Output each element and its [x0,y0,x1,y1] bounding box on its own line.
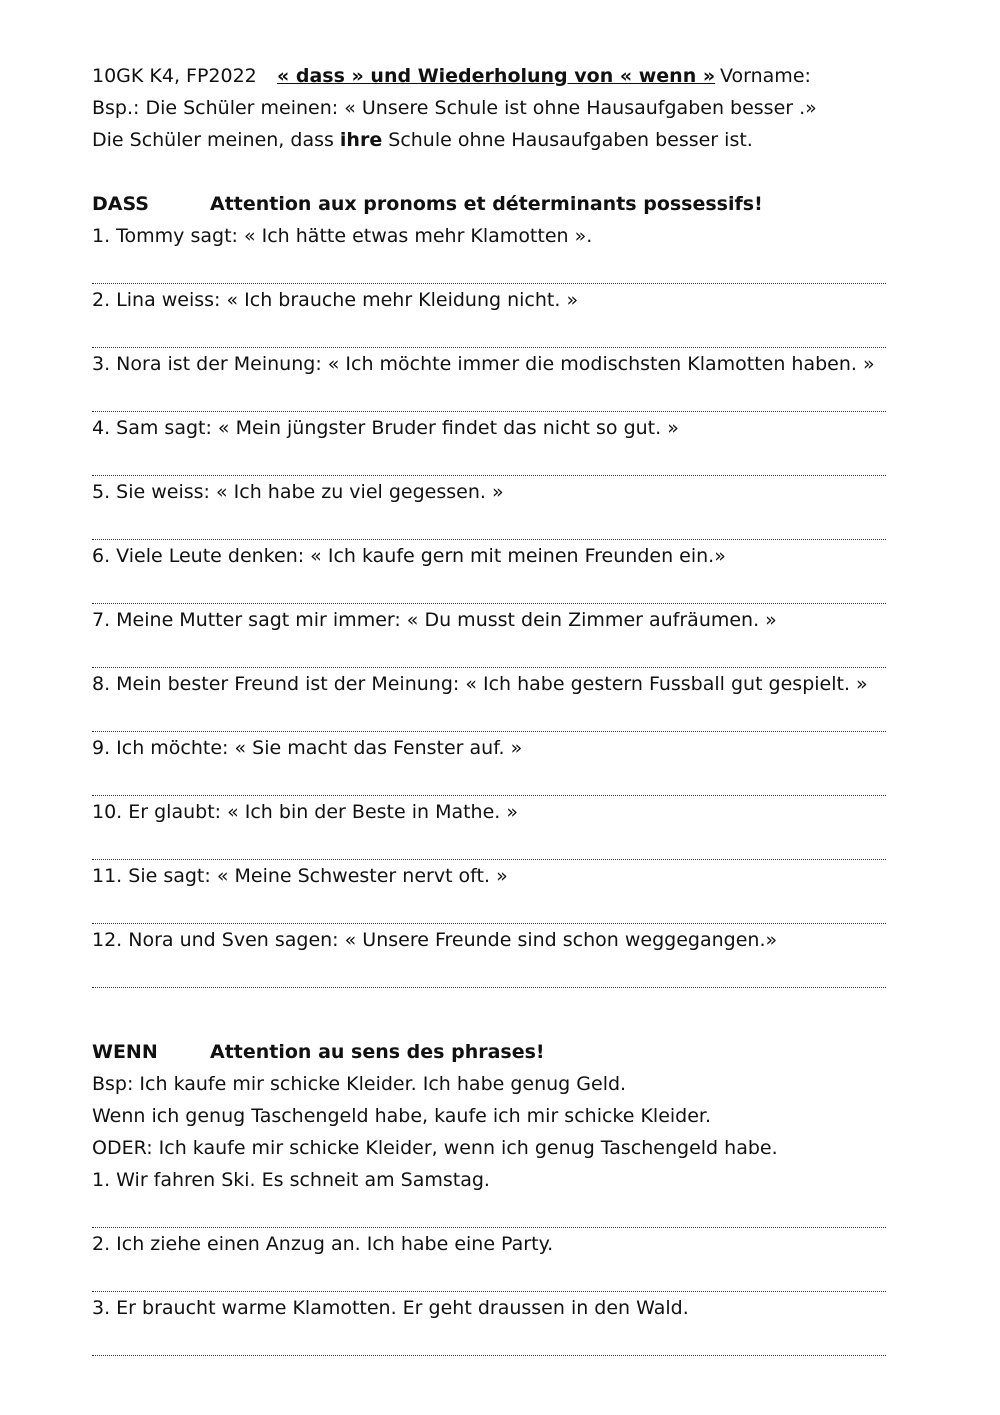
answer-line[interactable] [92,636,886,668]
dass-exercise-item: 6. Viele Leute denken: « Ich kaufe gern mit meinen Freunden ein.» [92,545,726,567]
header-line [92,60,892,92]
dass-exercise-item: 3. Nora ist der Meinung: « Ich möchte immer die modischsten Klamotten haben. » [92,353,875,375]
wenn-keyword: WENN [92,1041,158,1063]
dass-exercise-item: 7. Meine Mutter sagt mir immer: « Du musst dein Zimmer aufräumen. » [92,609,777,631]
wenn-exercise-item: 3. Er braucht warme Klamotten. Er geht draussen in den Wald. [92,1297,689,1319]
answer-line[interactable] [92,1260,886,1292]
answer-line[interactable] [92,828,886,860]
dass-exercise-item: 12. Nora und Sven sagen: « Unsere Freunde sind schon weggegangen.» [92,929,778,951]
answer-line[interactable] [92,316,886,348]
worksheet [92,60,892,1356]
wenn-section-heading [92,1036,892,1068]
dass-section-heading [92,188,892,220]
intro-example-answer [92,124,892,156]
answer-line[interactable] [92,572,886,604]
wenn-instruction: Attention au sens des phrases! [210,1041,545,1063]
answer-line[interactable] [92,892,886,924]
intro-answer-before: Die Schüler meinen, dass [92,129,340,151]
answer-line[interactable] [92,1324,886,1356]
answer-line[interactable] [92,1196,886,1228]
answer-line[interactable] [92,700,886,732]
dass-exercise-item: 5. Sie weiss: « Ich habe zu viel gegessen. » [92,481,504,503]
vorname-label: Vorname: [720,65,811,87]
worksheet-title: « dass » und Wiederholung von « wenn » [277,65,716,87]
intro-answer-after: Schule ohne Hausaufgaben besser ist. [382,129,753,151]
wenn-exercise-item: 1. Wir fahren Ski. Es schneit am Samstag. [92,1169,490,1191]
dass-instruction: Attention aux pronoms et déterminants possessifs! [210,193,763,215]
answer-line[interactable] [92,508,886,540]
dass-exercise-item: 10. Er glaubt: « Ich bin der Beste in Mathe. » [92,801,518,823]
wenn-exercise-item: 2. Ich ziehe einen Anzug an. Ich habe eine Party. [92,1233,554,1255]
wenn-example-line: ODER: Ich kaufe mir schicke Kleider, wenn ich genug Taschengeld habe. [92,1137,778,1159]
wenn-example-line: Bsp: Ich kaufe mir schicke Kleider. Ich habe genug Geld. [92,1073,627,1095]
answer-line[interactable] [92,956,886,988]
intro-answer-bold: ihre [339,129,383,151]
dass-exercise-item: 8. Mein bester Freund ist der Meinung: « Ich habe gestern Fussball gut gespielt. » [92,673,868,695]
course-code: 10GK K4, FP2022 [92,65,257,87]
answer-line[interactable] [92,252,886,284]
dass-keyword: DASS [92,193,149,215]
answer-line[interactable] [92,444,886,476]
wenn-example-line: Wenn ich genug Taschengeld habe, kaufe ich mir schicke Kleider. [92,1105,712,1127]
dass-exercise-item: 2. Lina weiss: « Ich brauche mehr Kleidung nicht. » [92,289,579,311]
dass-exercise-item: 4. Sam sagt: « Mein jüngster Bruder findet das nicht so gut. » [92,417,679,439]
answer-line[interactable] [92,380,886,412]
answer-line[interactable] [92,764,886,796]
dass-exercise-item: 9. Ich möchte: « Sie macht das Fenster auf. » [92,737,523,759]
dass-exercise-item: 11. Sie sagt: « Meine Schwester nervt oft. » [92,865,508,887]
intro-example-quote: Bsp.: Die Schüler meinen: « Unsere Schule ist ohne Hausaufgaben besser .» [92,97,817,119]
dass-exercise-item: 1. Tommy sagt: « Ich hätte etwas mehr Klamotten ». [92,225,593,247]
